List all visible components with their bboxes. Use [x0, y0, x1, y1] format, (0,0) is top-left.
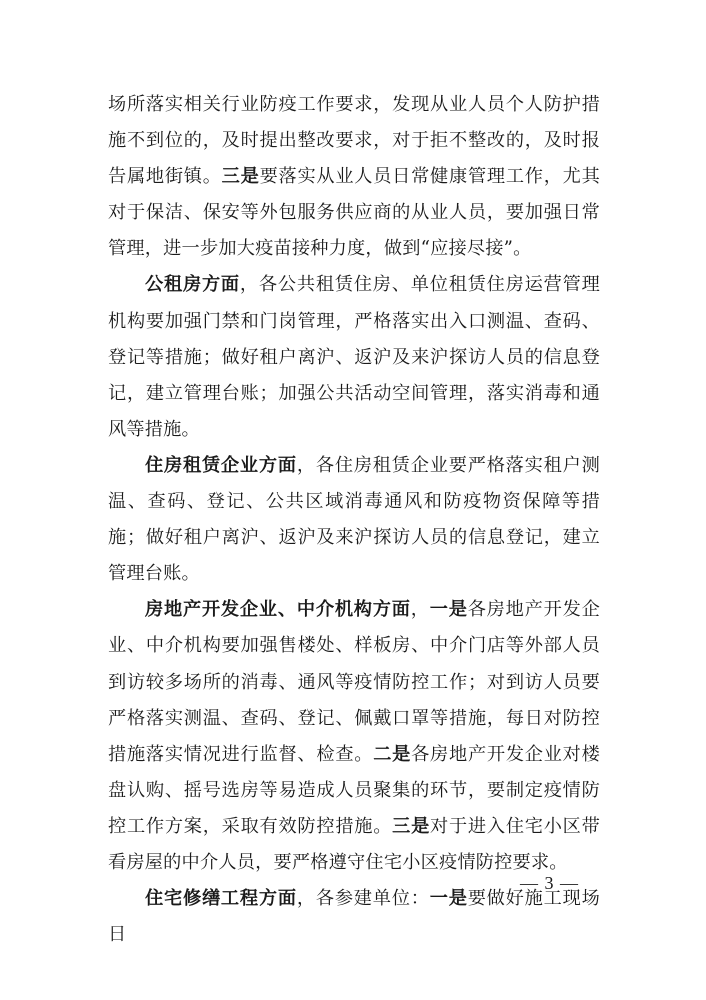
text-segment: 要做好施工现场日	[108, 888, 600, 946]
paragraph-real-estate-agencies	[108, 592, 600, 881]
bold-marker: 一是	[429, 599, 468, 621]
paragraph-rental-enterprises	[108, 448, 600, 592]
page-number: — 3 —	[520, 873, 579, 893]
paragraph-continuation	[108, 87, 600, 267]
section-heading: 公租房方面	[145, 274, 240, 296]
section-heading: 住房租赁企业方面	[145, 454, 297, 476]
text-segment: ，各参建单位：	[296, 888, 430, 910]
text-segment: ，各公共租赁住房、单位租赁住房运营管理机构要加强门禁和门岗管理，严格落实出入口测温、查码、登记等措施；做好租户离沪、返沪及来沪探访人员的信息登记，建立管理台账；加强公共活动空间管理，落实消毒和通风等措施。	[108, 274, 600, 440]
text-segment: ，各住房租赁企业要严格落实租户测温、查码、登记、公共区域消毒通风和防疫物资保障等措施；做好租户离沪、返沪及来沪探访人员的信息登记，建立管理台账。	[108, 454, 601, 585]
text-segment: 场所落实相关行业防疫工作要求，发现从业人员个人防护措施不到位的，及时提出整改要求，对于拒不整改的，及时报告属地街镇。	[108, 94, 600, 188]
text-segment: 各房地产开发企业对楼盘认购、摇号选房等易造成人员聚集的环节，要制定疫情防控工作方案，采取有效防控措施。	[108, 743, 600, 837]
text-segment: 对于进入住宅小区带看房屋的中介人员，要严格遵守住宅小区疫情防控要求。	[108, 815, 600, 873]
bold-marker: 三是	[392, 815, 431, 837]
text-segment: 各房地产开发企业、中介机构要加强售楼处、样板房、中介门店等外部人员到访较多场所的消毒、通风等疫情防控工作；对到访人员要严格落实测温、查码、登记、佩戴口罩等措施，每日对防控措施落实情况进行监督、检查。	[108, 599, 600, 765]
bold-marker: 二是	[373, 743, 412, 765]
bold-marker: 一是	[429, 888, 468, 910]
bold-marker: 三是	[221, 166, 260, 188]
section-heading: 住宅修缮工程方面	[145, 888, 297, 910]
body-text	[108, 87, 600, 953]
paragraph-public-rental-housing	[108, 267, 600, 447]
section-heading: 房地产开发企业、中介机构方面	[145, 599, 411, 621]
text-segment: ，	[410, 599, 430, 621]
text-segment: 要落实从业人员日常健康管理工作，尤其对于保洁、保安等外包服务供应商的从业人员，要加强日常管理，进一步加大疫苗接种力度，做到“应接尽接”。	[108, 166, 600, 260]
